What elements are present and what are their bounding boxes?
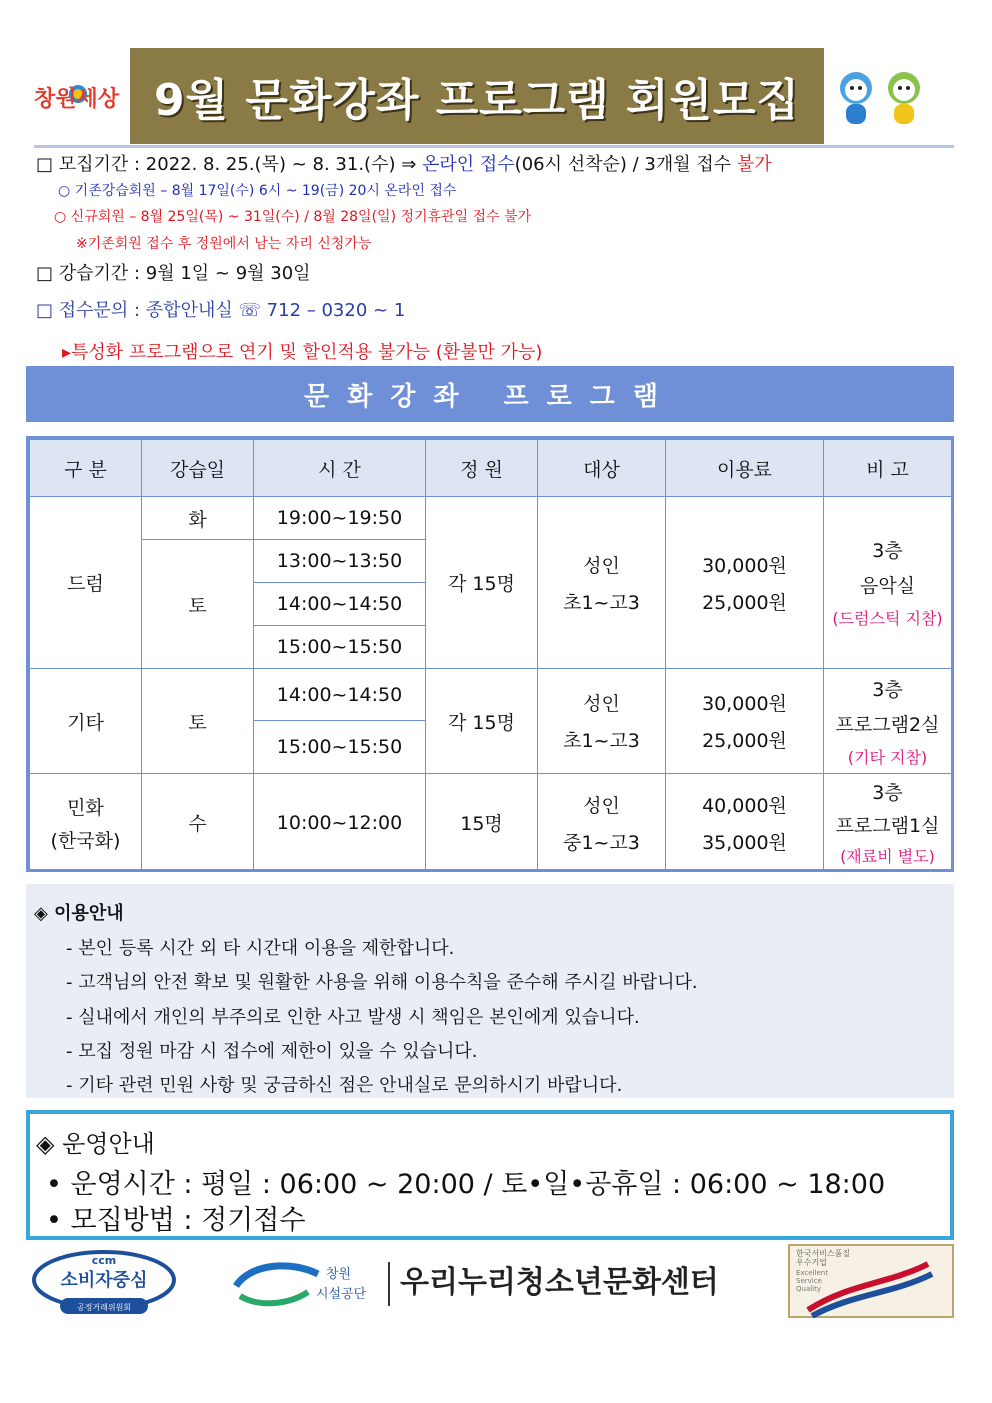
guitar-target-youth: 초1~고3 [563, 730, 640, 752]
usage-item: - 본인 등록 시간 외 타 시간대 이용을 제한합니다. [66, 938, 455, 959]
header-note: 비 고 [824, 440, 952, 497]
minhwa-note-room: 프로그램1실 [835, 815, 940, 837]
special-program-note: ▸특성화 프로그램으로 연기 및 할인적용 불가능 (환불만 가능) [62, 342, 543, 363]
drum-note-floor: 3층 [872, 540, 903, 562]
usage-item: - 고객님의 안전 확보 및 원활한 사용을 위해 이용수칙을 준수해 주시길 바랍니다. [66, 972, 698, 993]
recruit-period [36, 150, 772, 176]
org-small-text-2: 시설공단 [316, 1287, 367, 1302]
drum-note [824, 497, 952, 669]
drum-note-room: 음악실 [859, 575, 916, 597]
drum-fee [666, 497, 824, 669]
drum-target-youth: 초1~고3 [563, 591, 640, 614]
header-divider [34, 145, 954, 148]
page-title: 9월 문화강좌 프로그램 회원모집 [153, 75, 801, 126]
class-period: □ 강습기간 : 9월 1일 ~ 9월 30일 [36, 263, 311, 284]
header-time: 시 간 [254, 440, 426, 497]
table-row [30, 497, 952, 540]
guitar-target [538, 669, 666, 774]
guitar-fee [666, 669, 824, 774]
guitar-note-room: 프로그램2실 [835, 713, 940, 736]
program-title-bar: 문화강좌 프로그램 [26, 366, 954, 422]
ccm-logo [30, 1248, 178, 1316]
drum-fee-youth: 25,000원 [702, 591, 787, 614]
not-allowed-text: 불가 [736, 154, 772, 175]
minhwa-time: 10:00~12:00 [254, 774, 426, 872]
header-fee: 이용료 [666, 440, 824, 497]
guitar-fee-adult: 30,000원 [702, 693, 787, 715]
minhwa-note [824, 774, 952, 872]
drum-fee-adult: 30,000원 [702, 554, 787, 577]
ccm-top-text: ccm [91, 1254, 117, 1267]
usage-item: - 모집 정원 마감 시 접수에 제한이 있을 수 있습니다. [66, 1041, 478, 1062]
table-row [30, 669, 952, 721]
guitar-fee-youth: 25,000원 [702, 730, 787, 752]
minhwa-capacity: 15명 [426, 774, 538, 872]
drum-target [538, 497, 666, 669]
org-name: 우리누리청소년문화센터 [400, 1265, 719, 1300]
recruit-period-detail: (06시 선착순) / 3개월 접수 [514, 154, 737, 175]
ksqi-text-1: 한국서비스품질 [796, 1249, 851, 1258]
organization-logo [230, 1252, 720, 1314]
ksqi-text-5: Quality [796, 1285, 822, 1293]
minhwa-name [30, 774, 142, 872]
minhwa-fee-youth: 35,000원 [702, 831, 787, 854]
guitar-time: 15:00~15:50 [254, 721, 426, 774]
minhwa-day: 수 [142, 774, 254, 872]
minhwa-target-adult: 성인 [583, 794, 620, 817]
guitar-name: 기타 [30, 669, 142, 774]
minhwa-name-main: 민화 [67, 796, 104, 819]
table-row [30, 774, 952, 872]
table-header-row [30, 440, 952, 497]
ksqi-certification-mark [788, 1244, 954, 1318]
header-capacity: 정 원 [426, 440, 538, 497]
drum-target-adult: 성인 [583, 554, 620, 577]
minhwa-note-floor: 3층 [872, 782, 903, 804]
cheongwon-logo [34, 72, 128, 118]
new-members-line: ○ 신규회원 – 8월 25일(목) ~ 31일(수) / 8월 28일(일) 정기휴관일 접수 불가 [54, 209, 532, 225]
ksqi-text-2: 우수기업 [796, 1258, 827, 1267]
drum-time: 14:00~14:50 [254, 583, 426, 626]
online-registration: 온라인 접수 [422, 154, 515, 175]
minhwa-fee-adult: 40,000원 [702, 794, 787, 817]
header-day: 강습일 [142, 440, 254, 497]
header-target: 대상 [538, 440, 666, 497]
minhwa-note-material: (재료비 별도) [840, 847, 935, 866]
usage-item: - 기타 관련 민원 사항 및 궁금하신 점은 안내실로 문의하시기 바랍니다. [66, 1075, 623, 1096]
guitar-note-floor: 3층 [872, 678, 903, 701]
drum-capacity: 각 15명 [426, 497, 538, 669]
guitar-note-bring: (기타 지참) [847, 747, 928, 767]
new-members-note: ※기존회원 접수 후 정원에서 남는 자리 신청가능 [76, 236, 372, 252]
minhwa-target-youth: 중1~고3 [563, 831, 640, 854]
guitar-day: 토 [142, 669, 254, 774]
drum-time: 15:00~15:50 [254, 626, 426, 669]
program-table [26, 436, 954, 872]
minhwa-target [538, 774, 666, 872]
existing-members-line: ○ 기존강습회원 – 8월 17일(수) 6시 ~ 19(금) 20시 온라인 접수 [58, 183, 457, 199]
ccm-sub-text: 공정거래위원회 [76, 1303, 132, 1312]
drum-day-tue: 화 [142, 497, 254, 540]
operation-guide-title: ◈ 운영안내 [36, 1130, 155, 1158]
recruit-period-text: □ 모집기간 : 2022. 8. 25.(목) ~ 8. 31.(수) ⇒ [36, 154, 422, 175]
guitar-time: 14:00~14:50 [254, 669, 426, 721]
minhwa-name-sub: (한국화) [50, 829, 121, 852]
ksqi-text-4: Service [796, 1277, 822, 1285]
ccm-main-text: 소비자중심 [60, 1270, 148, 1291]
minhwa-fee [666, 774, 824, 872]
guitar-capacity: 각 15명 [426, 669, 538, 774]
usage-item: - 실내에서 개인의 부주의로 인한 사고 발생 시 책임은 본인에게 있습니다. [66, 1007, 640, 1028]
drum-day-sat: 토 [142, 540, 254, 669]
org-small-text-1: 창원 [326, 1267, 352, 1282]
title-banner [130, 48, 824, 144]
ksqi-text-3: Excellent [796, 1269, 828, 1277]
inquiry-line: □ 접수문의 : 종합안내실 ☏ 712 – 0320 ~ 1 [36, 300, 406, 321]
header-category: 구 분 [30, 440, 142, 497]
usage-guide-title: ◈ 이용안내 [34, 903, 124, 924]
mascot-illustration [832, 66, 932, 130]
drum-time: 13:00~13:50 [254, 540, 426, 583]
drum-note-bring: (드럼스틱 지참) [832, 609, 943, 628]
drum-time: 19:00~19:50 [254, 497, 426, 540]
logo-text: 창원세상 [34, 87, 120, 112]
recruit-method: • 모집방법 : 정기접수 [46, 1205, 306, 1236]
guitar-note [824, 669, 952, 774]
operation-hours: • 운영시간 : 평일 : 06:00 ~ 20:00 / 토•일•공휴일 : 06:00 ~ 18:00 [46, 1169, 886, 1200]
guitar-target-adult: 성인 [583, 693, 620, 715]
drum-name: 드럼 [30, 497, 142, 669]
